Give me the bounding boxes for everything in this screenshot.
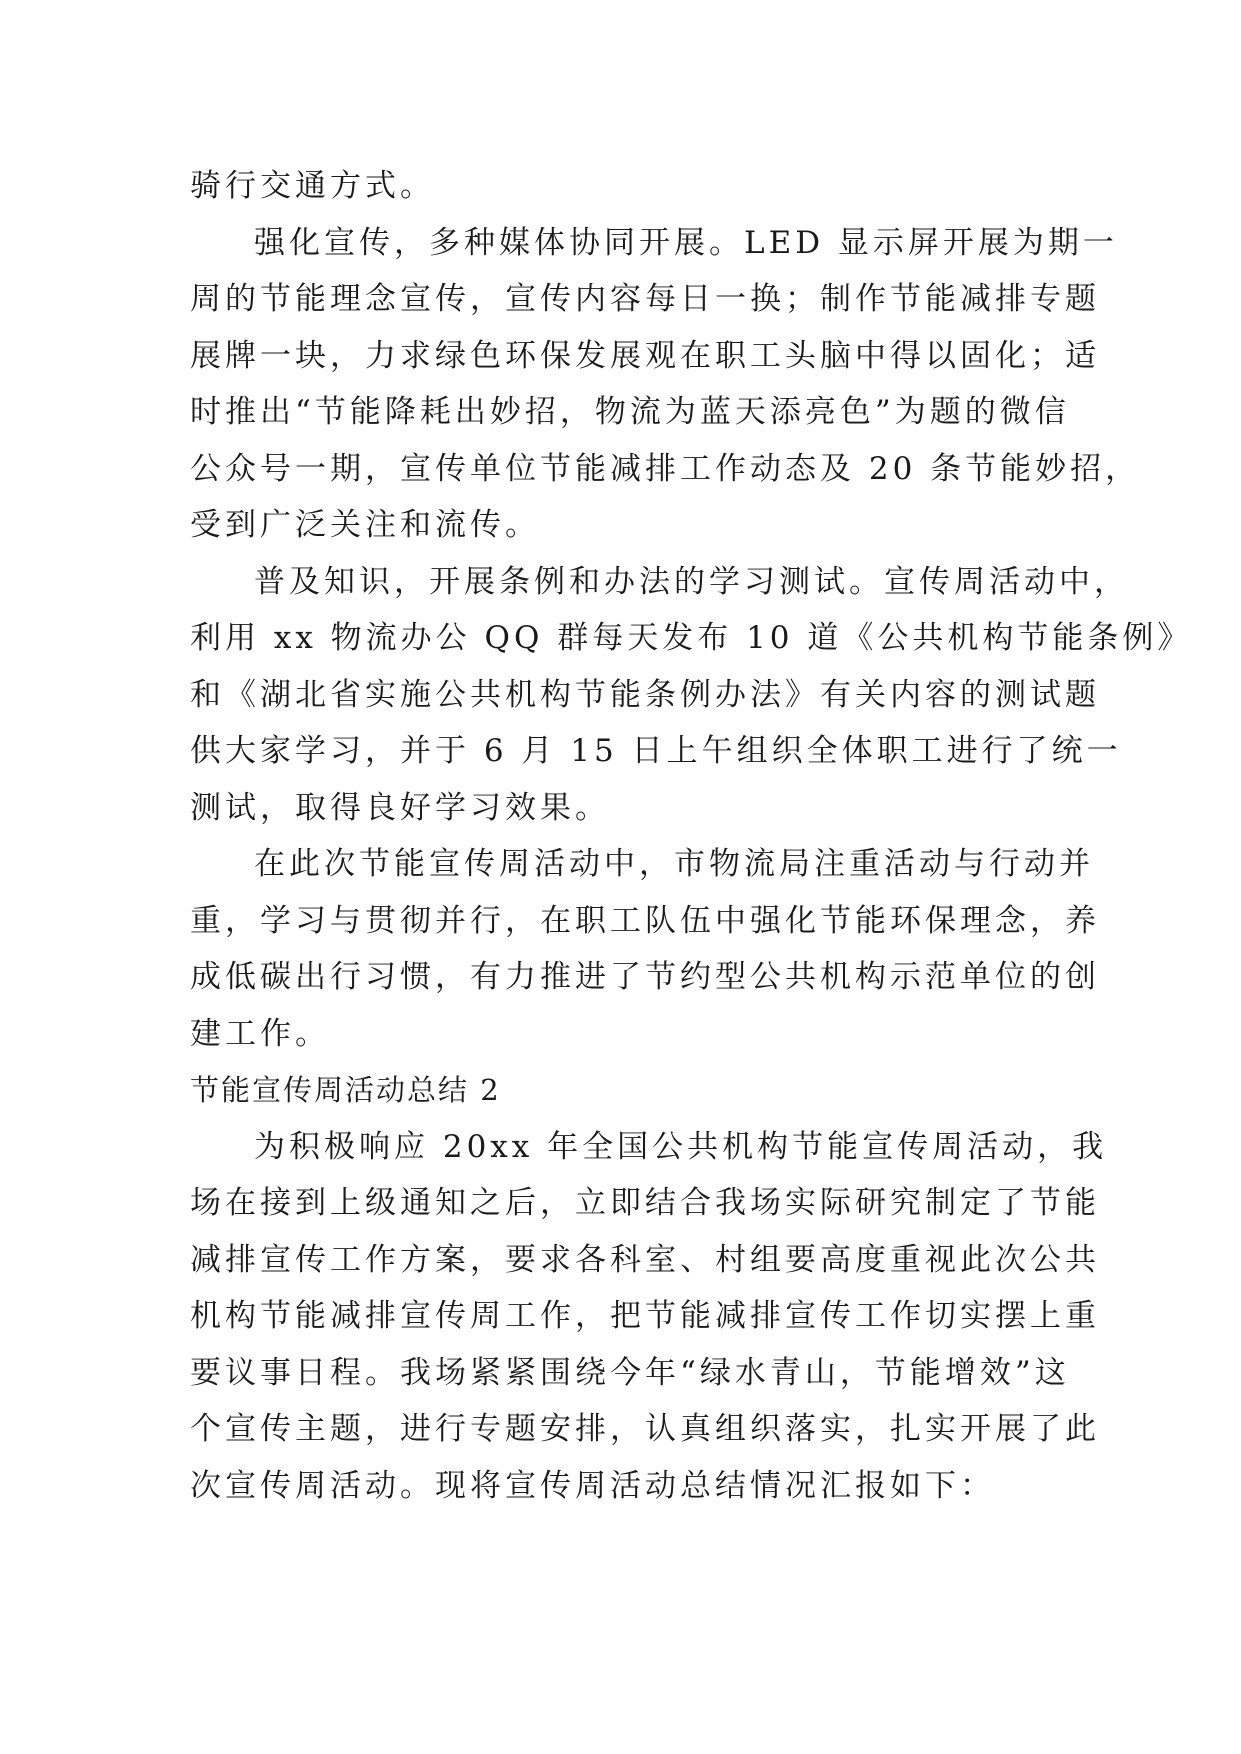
text-line: 建工作。 <box>190 1015 330 1052</box>
text-line: 减排宣传工作方案，要求各科室、村组要高度重视此次公共 <box>190 1241 1100 1278</box>
section-heading: 节能宣传周活动总结 2 <box>190 1073 501 1107</box>
text-line: 在此次节能宣传周活动中，市物流局注重活动与行动并 <box>254 846 1094 882</box>
text-line: 受到广泛关注和流传。 <box>190 507 540 543</box>
text-line: 为积极响应 20xx 年全国公共机构节能宣传周活动，我 <box>254 1128 1108 1165</box>
text-line: 公众号一期，宣传单位节能减排工作动态及 20 条节能妙招， <box>190 450 1141 487</box>
text-line: 骑行交通方式。 <box>190 168 435 204</box>
text-line: 重，学习与贯彻并行，在职工队伍中强化节能环保理念，养 <box>190 902 1100 939</box>
document-body <box>190 158 1193 1514</box>
text-line: 供大家学习，并于 6 月 15 日上午组织全体职工进行了统一 <box>190 733 1122 769</box>
text-line: 要议事日程。我场紧紧围绕今年“绿水青山，节能增效”这 <box>190 1354 1070 1391</box>
text-line: 时推出“节能降耗出妙招，物流为蓝天添亮色”为题的微信 <box>190 394 1070 430</box>
text-line: 机构节能减排宣传周工作，把节能减排宣传工作切实摆上重 <box>190 1298 1100 1334</box>
text-line: 强化宣传，多种媒体协同开展。LED 显示屏开展为期一 <box>254 224 1118 261</box>
text-line: 个宣传主题，进行专题安排，认真组织落实，扎实开展了此 <box>190 1411 1100 1447</box>
text-line: 普及知识，开展条例和办法的学习测试。宣传周活动中， <box>254 563 1129 600</box>
text-line: 利用 xx 物流办公 QQ 群每天发布 10 道《公共机构节能条例》 <box>190 620 1193 656</box>
text-line: 次宣传周活动。现将宣传周活动总结情况汇报如下： <box>190 1467 995 1504</box>
text-line: 和《湖北省实施公共机构节能条例办法》有关内容的测试题 <box>190 676 1100 713</box>
text-line: 周的节能理念宣传，宣传内容每日一换；制作节能减排专题 <box>190 281 1100 317</box>
text-line: 测试，取得良好学习效果。 <box>190 789 610 826</box>
text-line: 场在接到上级通知之后，立即结合我场实际研究制定了节能 <box>190 1185 1100 1221</box>
text-line: 展牌一块，力求绿色环保发展观在职工头脑中得以固化；适 <box>190 337 1100 374</box>
text-line: 成低碳出行习惯，有力推进了节约型公共机构示范单位的创 <box>190 959 1100 995</box>
